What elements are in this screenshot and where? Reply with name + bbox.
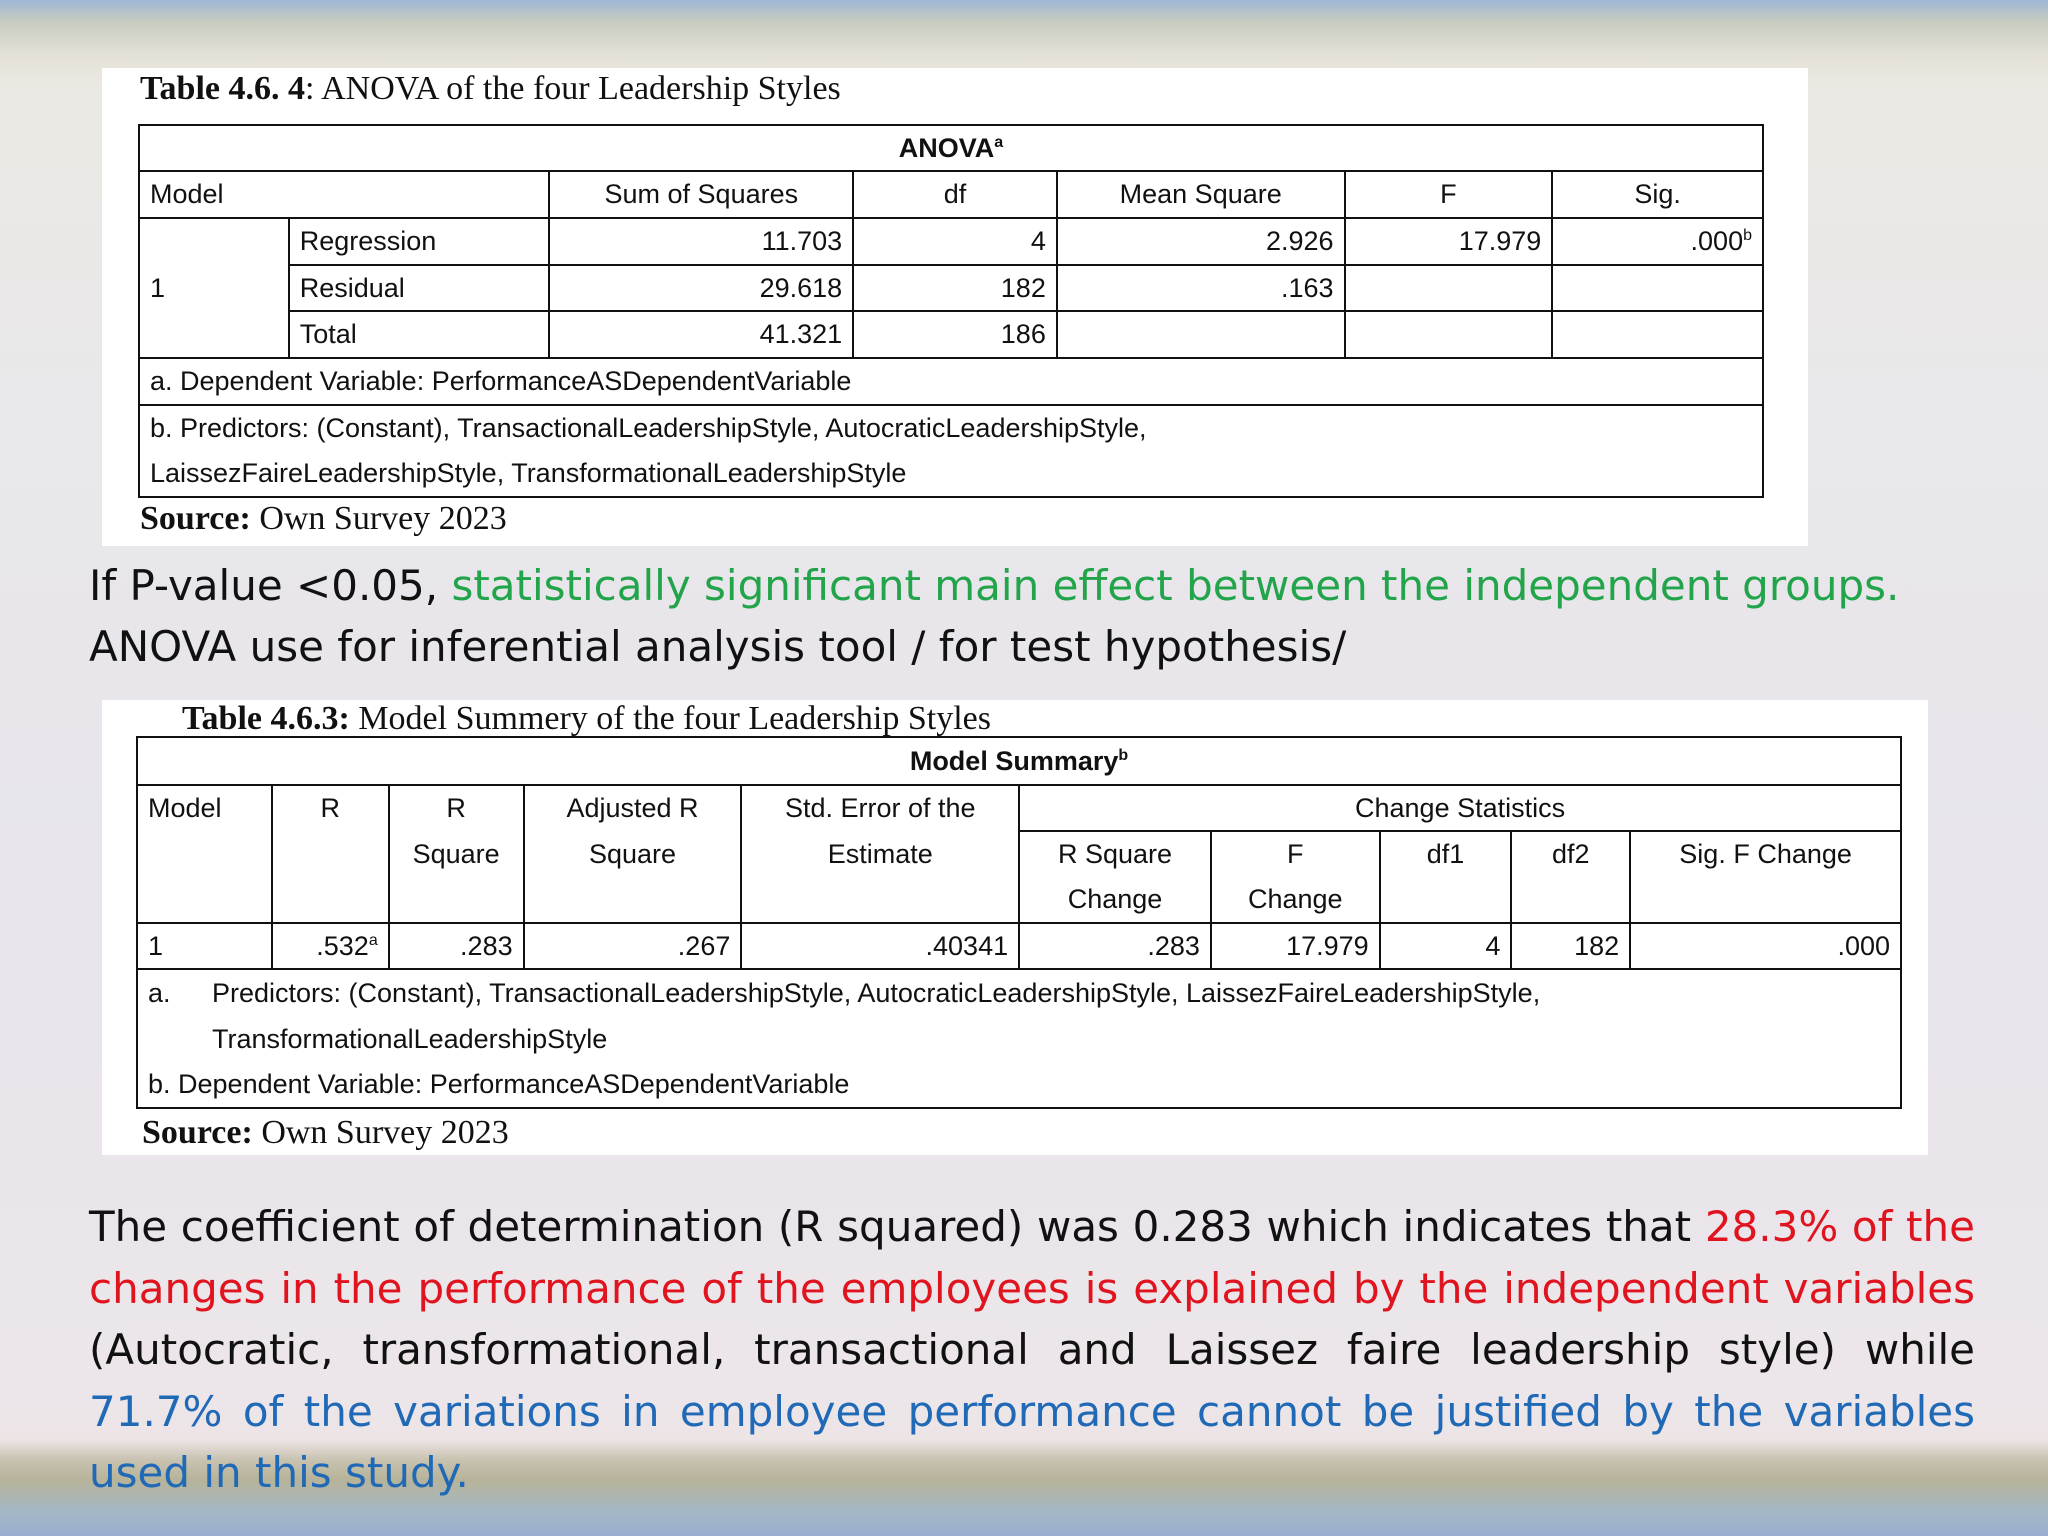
header-adjusted-r-square: Adjusted R [524, 785, 742, 831]
header-change-statistics: Change Statistics [1019, 785, 1901, 831]
header-f-change: F [1211, 831, 1380, 877]
cell-df: 186 [853, 311, 1057, 358]
model-summary-footnote-a-line1: a. Predictors: (Constant), TransactionalLeadershipStyle, AutocraticLeadershipStyle, LaissezFaireLeadershipStyle, [137, 969, 1901, 1016]
cell-f: 17.979 [1345, 218, 1553, 265]
cell-sig-f-change: .000 [1630, 923, 1901, 969]
cell-mean-square: 2.926 [1057, 218, 1345, 265]
header-sig-f-change-end [1630, 877, 1901, 923]
table-row [137, 923, 1901, 969]
header-model-cont [137, 831, 272, 877]
header-r-square-change-line2: Change [1019, 877, 1211, 923]
cell-f-empty [1345, 265, 1553, 311]
header-df1: df1 [1380, 831, 1512, 877]
header-model-end [137, 877, 272, 923]
anova-table-panel [102, 68, 1808, 546]
row-label: Regression [289, 218, 550, 265]
model-summary-caption: Table 4.6.3: Model Summery of the four Leadership Styles [182, 700, 991, 737]
header-sig-f-change: Sig. F Change [1630, 831, 1901, 877]
cell-sum-of-squares: 41.321 [549, 311, 853, 358]
cell-sig-empty [1552, 311, 1763, 358]
model-summary-footnote-b: b. Dependent Variable: PerformanceASDependentVariable [137, 1062, 1901, 1108]
table-row [139, 218, 1763, 265]
cell-f-change: 17.979 [1211, 923, 1380, 969]
cell-sum-of-squares: 11.703 [549, 218, 853, 265]
anova-source: Source: Own Survey 2023 [140, 500, 507, 537]
table-row [139, 265, 1763, 311]
header-std-error-line2: Estimate [741, 831, 1019, 877]
header-std-error-end [741, 877, 1019, 923]
header-r-square: R [389, 785, 524, 831]
cell-df1: 4 [1380, 923, 1512, 969]
anova-title: ANOVA$^a$ [139, 125, 1763, 171]
cell-adjusted-r-square: .267 [524, 923, 742, 969]
row-label: Residual [289, 265, 550, 311]
header-sum-of-squares: Sum of Squares [549, 171, 853, 218]
cell-f-empty [1345, 311, 1553, 358]
row-label: Total [289, 311, 550, 358]
cell-mean-square-empty [1057, 311, 1345, 358]
cell-mean-square: .163 [1057, 265, 1345, 311]
anova-footnote-b-line2: LaissezFaireLeadershipStyle, TransformationalLeadershipStyle [139, 451, 1763, 497]
cell-sig-empty [1552, 265, 1763, 311]
header-adjusted-r-square-end [524, 877, 742, 923]
cell-model: 1 [137, 923, 272, 969]
cell-df2: 182 [1511, 923, 1630, 969]
anova-table-caption: Table 4.6. 4: ANOVA of the four Leadership Styles [140, 70, 841, 107]
anova-table [138, 124, 1764, 498]
cell-r: .532$^a$ [272, 923, 389, 969]
header-r-square-change: R Square [1019, 831, 1211, 877]
p-value-interpretation: If P-value <0.05, statistically significant main effect between the independent groups. [89, 561, 1900, 610]
cell-df: 4 [853, 218, 1057, 265]
header-df: df [853, 171, 1057, 218]
model-summary-table [136, 736, 1902, 1109]
anova-footnote-b-line1: b. Predictors: (Constant), TransactionalLeadershipStyle, AutocraticLeadershipStyle, [139, 405, 1763, 451]
model-number-cell: 1 [139, 218, 289, 358]
header-r: R [272, 785, 389, 831]
table-row [139, 311, 1763, 358]
model-summary-source: Source: Own Survey 2023 [142, 1114, 509, 1151]
model-summary-panel [102, 700, 1928, 1155]
cell-r-square-change: .283 [1019, 923, 1211, 969]
cell-sig: .000$^b$ [1552, 218, 1763, 265]
header-r-end [272, 877, 389, 923]
header-r-square-line2: Square [389, 831, 524, 877]
anova-usage-note: ANOVA use for inferential analysis tool / for test hypothesis/ [89, 622, 1347, 671]
header-model: Model [139, 171, 549, 218]
header-r-square-end [389, 877, 524, 923]
header-r-cont [272, 831, 389, 877]
header-df2: df2 [1511, 831, 1630, 877]
cell-sum-of-squares: 29.618 [549, 265, 853, 311]
header-df1-end [1380, 877, 1512, 923]
model-summary-footnote-a-line2: TransformationalLeadershipStyle [137, 1016, 1901, 1062]
header-f: F [1345, 171, 1553, 218]
cell-r-square: .283 [389, 923, 524, 969]
header-f-change-line2: Change [1211, 877, 1380, 923]
header-model: Model [137, 785, 272, 831]
model-summary-title: Model Summary$^b$ [137, 737, 1901, 785]
header-adjusted-r-square-line2: Square [524, 831, 742, 877]
header-sig: Sig. [1552, 171, 1763, 218]
header-mean-square: Mean Square [1057, 171, 1345, 218]
header-std-error: Std. Error of the [741, 785, 1019, 831]
header-df2-end [1511, 877, 1630, 923]
r-squared-conclusion: The coefficient of determination (R squared) was 0.283 which indicates that 28.3% of the changes in the performance of the employees is explained by the independent variables (Autocratic, transformational, transactional and Laissez faire leadership style) while 71.7% of the variations in employee performance cannot be justified by the variables used in this study. [89, 1202, 1975, 1497]
cell-std-error: .40341 [741, 923, 1019, 969]
anova-footnote-a: a. Dependent Variable: PerformanceASDependentVariable [139, 358, 1763, 405]
cell-df: 182 [853, 265, 1057, 311]
